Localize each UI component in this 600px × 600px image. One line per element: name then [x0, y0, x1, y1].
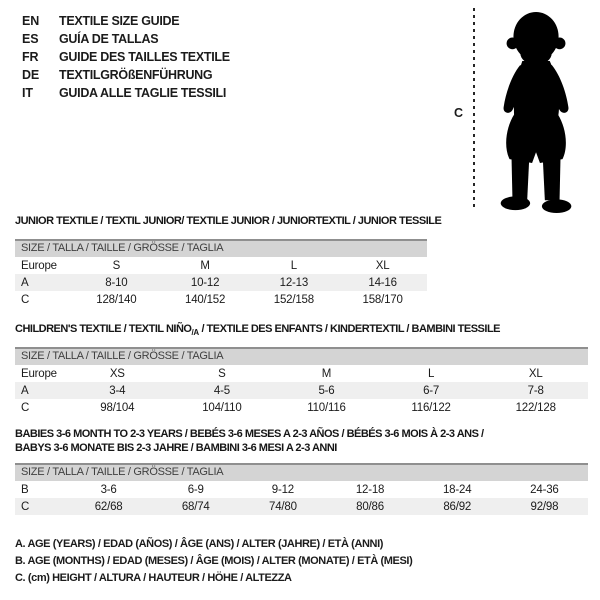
size-header-cell: S: [112, 259, 121, 272]
value-cell: 68/74: [152, 498, 239, 515]
value-cell: 3-6: [100, 483, 117, 496]
row-label: B: [21, 483, 29, 496]
value-cell: 8-10: [72, 274, 161, 291]
size-header-cell: L: [290, 259, 297, 272]
babies-size-bar: SIZE / TALLA / TAILLE / GRÖSSE / TAGLIA: [15, 463, 588, 481]
value-cell: 86/92: [414, 498, 501, 515]
value-cell: 116/122: [411, 401, 451, 414]
value-cell: 128/140: [96, 293, 137, 306]
value-cell: 104/110: [202, 401, 242, 414]
title-line-1: BABIES 3-6 MONTH TO 2-3 YEARS / BEBÉS 3-6 MESES A 2-3 AÑOS / BÉBÉS 3-6 MOIS À 2-3 ANS /: [15, 428, 484, 440]
value-cell: 80/86: [326, 498, 413, 515]
table-header-row: [15, 257, 427, 274]
row-label: Europe: [21, 259, 57, 272]
language-title: GUIDA ALLE TAGLIE TESSILI: [59, 86, 227, 100]
language-row-it: [22, 84, 230, 102]
language-code: IT: [22, 86, 33, 100]
height-measure-label: C: [454, 106, 463, 120]
language-list: [22, 12, 230, 102]
junior-size-bar: SIZE / TALLA / TAILLE / GRÖSSE / TAGLIA: [15, 239, 427, 257]
value-cell: 152/158: [273, 293, 314, 306]
height-measure-dotted-line: [473, 8, 475, 211]
title-text: CHILDREN'S TEXTILE / TEXTIL NIÑO: [15, 323, 192, 335]
value-cell: 74/80: [239, 498, 326, 515]
language-title: TEXTILE SIZE GUIDE: [59, 14, 180, 28]
language-row-de: [22, 66, 230, 84]
value-cell: 122/128: [515, 401, 556, 414]
table-row-age-months: [15, 481, 588, 498]
junior-size-table: [15, 257, 427, 308]
babies-table-title: [15, 427, 484, 455]
table-row-height: [15, 498, 588, 515]
table-header-row: [15, 365, 588, 382]
language-row-en: [22, 12, 230, 30]
size-header-cell: M: [321, 367, 332, 380]
baby-silhouette-icon: [482, 10, 592, 216]
baby-silhouette-shapes: [501, 12, 572, 213]
baby-silhouette: [482, 10, 592, 216]
size-header-cell: S: [218, 367, 226, 380]
language-title: TEXTILGRÖßENFÜHRUNG: [59, 68, 213, 82]
value-cell: 4-5: [170, 382, 275, 399]
legend: [15, 536, 412, 587]
legend-line-age-months: B. AGE (MONTHS) / EDAD (MESES) / ÂGE (MOIS) / ALTER (MONATE) / ETÀ (MESI): [15, 555, 413, 567]
value-cell: 6-9: [187, 483, 204, 496]
language-title: GUIDE DES TAILLES TEXTILE: [59, 50, 230, 64]
row-label: A: [15, 274, 72, 291]
language-row-es: [22, 30, 230, 48]
language-code: DE: [22, 68, 40, 82]
language-code: EN: [22, 14, 40, 28]
title-line-2: BABYS 3-6 MONATE BIS 2-3 JAHRE / BAMBINI 3-6 MESI A 2-3 ANNI: [15, 442, 337, 454]
junior-table-title: [15, 214, 441, 232]
value-cell: 98/104: [100, 401, 135, 414]
language-code: ES: [22, 32, 39, 46]
table-row-height: [15, 291, 427, 308]
value-cell: 9-12: [271, 483, 294, 496]
row-label: C: [15, 498, 65, 515]
title-text: JUNIOR TEXTILE / TEXTIL JUNIOR/ TEXTILE JUNIOR / JUNIORTEXTIL / JUNIOR TESSILE: [15, 215, 442, 227]
value-cell: 12-18: [355, 483, 385, 496]
value-cell: 62/68: [65, 498, 152, 515]
value-cell: 10-12: [161, 274, 250, 291]
value-cell: 92/98: [501, 498, 588, 515]
table-row-age: [15, 382, 588, 399]
value-cell: 7-8: [483, 382, 588, 399]
legend-line-age-years: A. AGE (YEARS) / EDAD (AÑOS) / ÂGE (ANS) / ALTER (JAHRE) / ETÀ (ANNI): [15, 538, 383, 550]
value-cell: 12-13: [250, 274, 339, 291]
value-cell: 158/170: [362, 293, 403, 306]
babies-size-table: [15, 481, 588, 515]
value-cell: 110/116: [307, 401, 346, 414]
children-size-bar: SIZE / TALLA / TAILLE / GRÖSSE / TAGLIA: [15, 347, 588, 365]
title-subscript: /A: [191, 328, 199, 338]
size-header-cell: XL: [528, 367, 543, 380]
value-cell: 3-4: [65, 382, 170, 399]
value-cell: 24-36: [530, 483, 559, 496]
title-text: / TEXTILE DES ENFANTS / KINDERTEXTIL / BAMBINI TESSILE: [198, 323, 500, 335]
children-table-title: [15, 322, 500, 340]
size-header-cell: M: [200, 259, 210, 272]
value-cell: 140/152: [185, 293, 226, 306]
value-cell: 6-7: [379, 382, 484, 399]
row-label: Europe: [21, 367, 57, 380]
value-cell: 14-16: [338, 274, 427, 291]
language-title: GUÍA DE TALLAS: [59, 32, 159, 46]
row-label: C: [21, 401, 30, 414]
table-row-age: [15, 274, 427, 291]
row-label: A: [15, 382, 65, 399]
legend-line-height: C. (cm) HEIGHT / ALTURA / HAUTEUR / HÖHE / ALTEZZA: [15, 572, 292, 584]
size-header-cell: XL: [375, 259, 390, 272]
value-cell: 5-6: [274, 382, 379, 399]
value-cell: 18-24: [442, 483, 472, 496]
table-row-height: [15, 399, 588, 416]
row-label: C: [21, 293, 30, 306]
children-size-table: [15, 365, 588, 416]
size-header-cell: XS: [109, 367, 125, 380]
size-header-cell: L: [427, 367, 435, 380]
language-row-fr: [22, 48, 230, 66]
language-code: FR: [22, 50, 39, 64]
